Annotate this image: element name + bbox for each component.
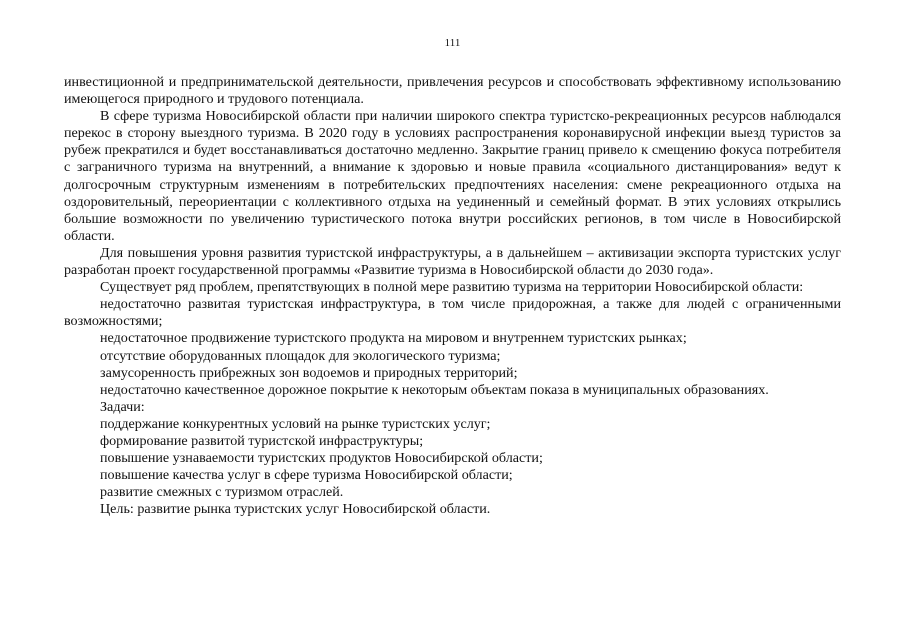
paragraph-continuation: инвестиционной и предпринимательской деятельности, привлечения ресурсов и способствовать эффективному использованию имеющегося природного и трудового потенциала. bbox=[64, 74, 841, 108]
task-item: формирование развитой туристской инфраструктуры; bbox=[100, 432, 424, 449]
problem-item: замусоренность прибрежных зон водоемов и природных территорий; bbox=[100, 364, 518, 381]
task-item: повышение узнаваемости туристских продуктов Новосибирской области; bbox=[100, 450, 543, 467]
paragraph-problems-intro: Существует ряд проблем, препятствующих в полной мере развитию туризма на территории Новосибирской области: bbox=[100, 279, 804, 296]
problem-item: отсутствие оборудованных площадок для экологического туризма; bbox=[100, 347, 501, 364]
goal-statement: Цель: развитие рынка туристских услуг Новосибирской области. bbox=[100, 501, 491, 518]
paragraph-tourism-sphere: В сфере туризма Новосибирской области при наличии широкого спектра туристско-рекреационных ресурсов наблюдался перекос в сторону выездного туризма. В 2020 году в условиях распространения коронавирусной инфекции выезд туристов за рубеж прекратился и будет восстанавливаться достаточно медленно. Закрытие границ привело к смещению фокуса потребителя с заграничного туризма на внутренний, а внимание к здоровью и новые правила «социального дистанцирования» ведут к долгосрочным структурным изменениям в потребительских предпочтениях населения: смене рекреационного отдыха на оздоровительный, переориентации с коллективного отдыха на уединенный и семейный формат. В этих условиях открылись большие возможности по увеличению туристического потока внутри российских регионов, в том числе в Новосибирской области. bbox=[64, 108, 841, 244]
task-item: повышение качества услуг в сфере туризма Новосибирской области; bbox=[100, 467, 513, 484]
tasks-heading: Задачи: bbox=[100, 398, 145, 415]
problem-item: недостаточное продвижение туристского продукта на мировом и внутреннем туристских рынках; bbox=[100, 330, 687, 347]
document-body bbox=[64, 74, 841, 518]
page-number: 111 bbox=[444, 37, 461, 49]
problem-item: недостаточно развитая туристская инфраструктура, в том числе придорожная, а также для людей с ограниченными возможностями; bbox=[64, 296, 841, 330]
paragraph-state-program: Для повышения уровня развития туристской инфраструктуры, а в дальнейшем – активизации экспорта туристских услуг разработан проект государственной программы «Развитие туризма в Новосибирской области до 2030 года». bbox=[64, 244, 841, 279]
problem-item: недостаточно качественное дорожное покрытие к некоторым объектам показа в муниципальных образованиях. bbox=[100, 381, 769, 398]
task-item: поддержание конкурентных условий на рынке туристских услуг; bbox=[100, 415, 491, 432]
task-item: развитие смежных с туризмом отраслей. bbox=[100, 484, 344, 501]
